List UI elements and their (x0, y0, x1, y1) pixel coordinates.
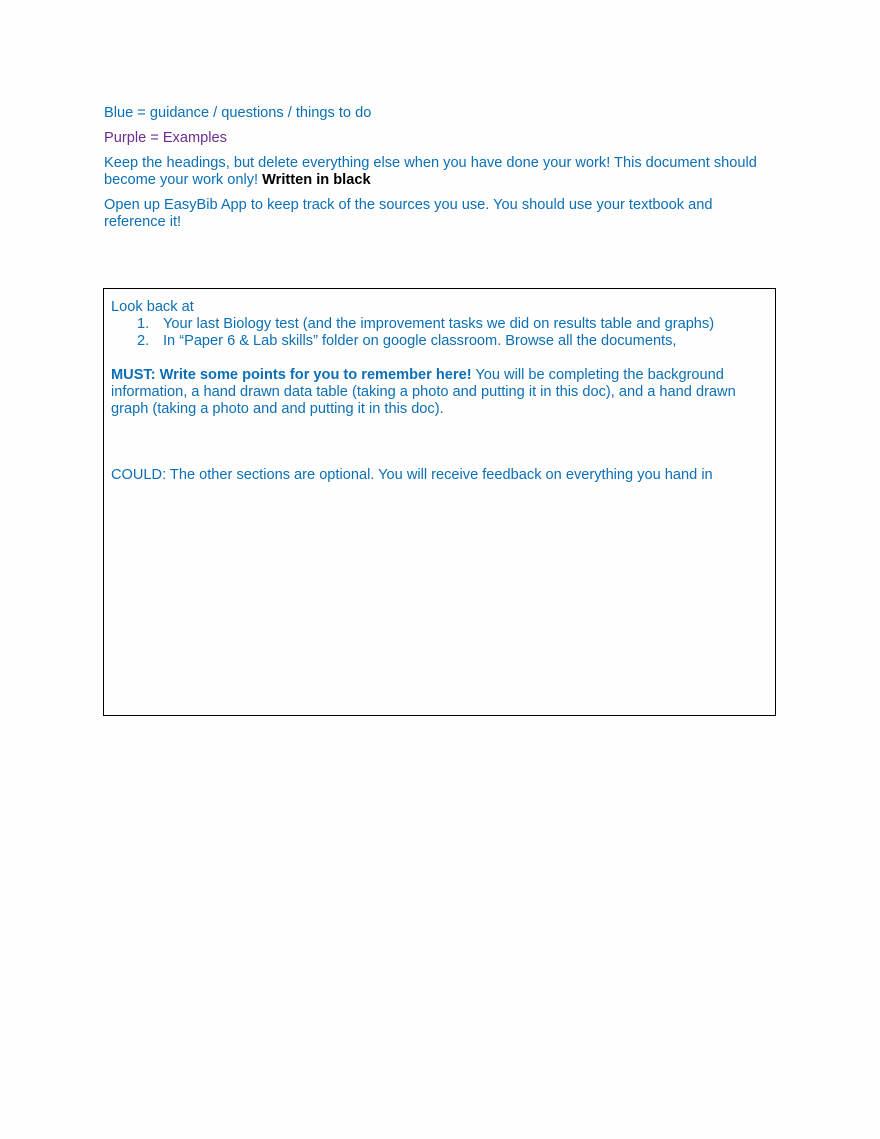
keep-headings-note (104, 155, 776, 189)
keep-headings-text: Keep the headings, but delete everything else when you have done your work! This document should become your work only! (104, 155, 757, 188)
guidance-box (103, 288, 776, 716)
blue-key-note: Blue = guidance / questions / things to do (104, 105, 372, 121)
look-back-list (111, 316, 771, 350)
guidance-box-content (111, 299, 771, 484)
look-back-heading: Look back at (111, 299, 194, 315)
list-item (111, 333, 771, 350)
written-in-black-label: Written in black (262, 172, 371, 188)
must-heading: MUST: Write some points for you to remember here! (111, 367, 472, 383)
must-text: You will be completing the background information, a hand drawn data table (taking a photo and putting it in this doc), and a hand drawn graph (taking a photo and and putting it in this doc). (111, 367, 736, 417)
list-item-text: In “Paper 6 & Lab skills” folder on google classroom. Browse all the documents, (163, 333, 677, 349)
must-note (111, 367, 771, 418)
list-item (111, 316, 771, 333)
list-item-number: 1. (137, 316, 150, 332)
could-note: COULD: The other sections are optional. You will receive feedback on everything you hand in (111, 467, 713, 483)
purple-key-note: Purple = Examples (104, 130, 227, 146)
list-item-text: Your last Biology test (and the improvement tasks we did on results table and graphs) (163, 316, 715, 332)
list-item-number: 2. (137, 333, 150, 349)
easybib-note: Open up EasyBib App to keep track of the sources you use. You should use your textbook and reference it! (104, 197, 713, 230)
